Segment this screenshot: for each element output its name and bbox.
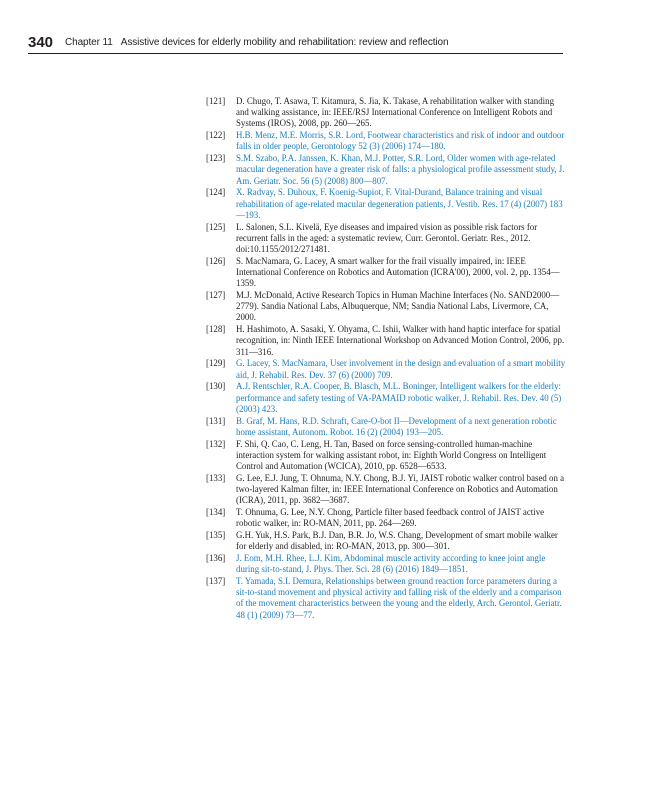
reference-number: [126] bbox=[206, 255, 226, 266]
chapter-heading bbox=[65, 37, 448, 49]
reference-link[interactable]: A.J. Rentschler, R.A. Cooper, B. Blasch, M.L. Boninger, Intelligent walkers for the elderly: performance and safety testing of VA-PAMAID robotic walker, J. Rehabil. Res. Dev. 40 (5) (2003) 423. bbox=[236, 381, 562, 414]
reference-number: [122] bbox=[206, 130, 226, 141]
chapter-title: Assistive devices for elderly mobility and rehabilitation: review and reflection bbox=[120, 37, 449, 48]
reference-item bbox=[206, 130, 566, 152]
reference-number: [128] bbox=[206, 324, 226, 335]
reference-number: [132] bbox=[206, 438, 226, 449]
reference-item bbox=[206, 358, 566, 380]
running-header bbox=[28, 34, 563, 54]
reference-text: G. Lee, E.J. Jung, T. Ohnuma, N.Y. Chong, B.J. Yi, JAIST robotic walker control based on a two-layered Kalman filter, in: IEEE International Conference on Robotics and Automation (ICRA), 2011, pp. 3682—3687. bbox=[236, 472, 565, 506]
reference-item bbox=[206, 153, 566, 187]
reference-number: [130] bbox=[206, 381, 226, 392]
page-number: 340 bbox=[28, 34, 54, 51]
reference-link[interactable]: S.M. Szabo, P.A. Janssen, K. Khan, M.J. Potter, S.R. Lord, Older women with age-related macular degeneration have a greater risk of falls: a physiological profile assessment study, J. Am. Geriatr. Soc. 56 (5) (2008) 800—807. bbox=[236, 153, 565, 186]
reference-number: [127] bbox=[206, 290, 226, 301]
reference-text: S. MacNamara, G. Lacey, A smart walker for the frail visually impaired, in: IEEE International Conference on Robotics and Automation (ICRA'00), 2000, vol. 2, pp. 1354—1359. bbox=[236, 255, 560, 289]
reference-item bbox=[206, 381, 566, 415]
reference-item bbox=[206, 530, 566, 552]
reference-item bbox=[206, 439, 566, 473]
reference-text: T. Ohnuma, G. Lee, N.Y. Chong, Particle filter based feedback control of JAIST active robotic walker, in: RO-MAN, 2011, pp. 264—269. bbox=[236, 507, 545, 529]
reference-text: L. Salonen, S.L. Kivelä, Eye diseases and impaired vision as possible risk factors for recurrent falls in the aged: a systematic review, Curr. Gerontol. Geriatr. Res., 2012. doi:10.1155/2012/271481. bbox=[236, 221, 538, 255]
reference-item bbox=[206, 416, 566, 438]
reference-link[interactable]: X. Radvay, S. Duhoux, F. Koenig-Supiot, F. Vital-Durand, Balance training and visual rehabilitation of age-related macular degeneration patients, J. Vestib. Res. 17 (4) (2007) 183—193. bbox=[236, 187, 563, 220]
reference-item bbox=[206, 256, 566, 290]
reference-item bbox=[206, 324, 566, 358]
chapter-label: Chapter 11 bbox=[65, 37, 113, 48]
reference-number: [131] bbox=[206, 415, 226, 426]
reference-text: D. Chugo, T. Asawa, T. Kitamura, S. Jia, K. Takase, A rehabilitation walker with standing and walking assistance, in: IEEE/RSJ International Conference on Intelligent Robots and Systems (IROS), 2008, pp. 260—265. bbox=[236, 96, 555, 129]
reference-text: H. Hashimoto, A. Sasaki, Y. Ohyama, C. Ishii, Walker with hand haptic interface for spatial recognition, in: Ninth IEEE International Workshop on Advanced Motion Control, 2006, pp. 311—316. bbox=[236, 324, 565, 357]
reference-item bbox=[206, 290, 566, 324]
reference-number: [137] bbox=[206, 576, 226, 587]
reference-number: [135] bbox=[206, 530, 226, 541]
reference-link[interactable]: J. Eom, M.H. Rhee, L.J. Kim, Abdominal muscle activity according to knee joint angle during sit-to-stand, J. Phys. Ther. Sci. 28 (6) (2016) 1849—1851. bbox=[236, 553, 546, 575]
reference-text: M.J. McDonald, Active Research Topics in Human Machine Interfaces (No. SAND2000—2779). Sandia National Labs, Albuquerque, NM; Sandia National Labs, Livermore, CA, 2000. bbox=[236, 290, 560, 323]
reference-text: F. Shi, Q. Cao, C. Leng, H. Tan, Based on force sensing-controlled human-machine interaction system for walking assistant robot, in: Eighth World Congress on Intelligent Control and Automation (WCICA), 2010, pp. 6528—6533. bbox=[236, 438, 547, 472]
reference-text: G.H. Yuk, H.S. Park, B.J. Dan, B.R. Jo, W.S. Chang, Development of smart mobile walker for elderly and disabled, in: RO-MAN, 2013, pp. 300—301. bbox=[236, 530, 558, 552]
reference-number: [123] bbox=[206, 153, 226, 164]
reference-item bbox=[206, 507, 566, 529]
reference-item bbox=[206, 222, 566, 256]
reference-list bbox=[206, 96, 566, 621]
reference-item bbox=[206, 553, 566, 575]
reference-link[interactable]: H.B. Menz, M.E. Morris, S.R. Lord, Footwear characteristics and risk of indoor and outdoor falls in older people, Gerontology 52 (3) (2006) 174—180. bbox=[236, 130, 565, 152]
reference-link[interactable]: G. Lacey, S. MacNamara, User involvement in the design and evaluation of a smart mobility aid, J. Rehabil. Res. Dev. 37 (6) (2000) 709. bbox=[236, 358, 566, 380]
reference-number: [121] bbox=[206, 96, 226, 106]
reference-item bbox=[206, 473, 566, 507]
reference-number: [124] bbox=[206, 187, 226, 198]
reference-number: [133] bbox=[206, 472, 226, 483]
reference-number: [134] bbox=[206, 507, 226, 518]
reference-number: [129] bbox=[206, 358, 226, 369]
reference-link[interactable]: B. Graf, M. Hans, R.D. Schraft, Care-O-bot II—Development of a next generation robotic home assistant, Autonom. Robot. 16 (2) (2004) 193—205. bbox=[236, 415, 557, 437]
reference-number: [125] bbox=[206, 221, 226, 232]
reference-number: [136] bbox=[206, 553, 226, 564]
reference-link[interactable]: T. Yamada, S.I. Demura, Relationships between ground reaction force parameters during a sit-to-stand movement and physical activity and falling risk of the elderly and a comparison of the movement characteristics between the young and the elderly, Arch. Gerontol. Geriatr. 48 (1) (2009) 73—77. bbox=[236, 576, 562, 620]
reference-item bbox=[206, 576, 566, 621]
reference-item bbox=[206, 187, 566, 221]
reference-item bbox=[206, 96, 566, 130]
